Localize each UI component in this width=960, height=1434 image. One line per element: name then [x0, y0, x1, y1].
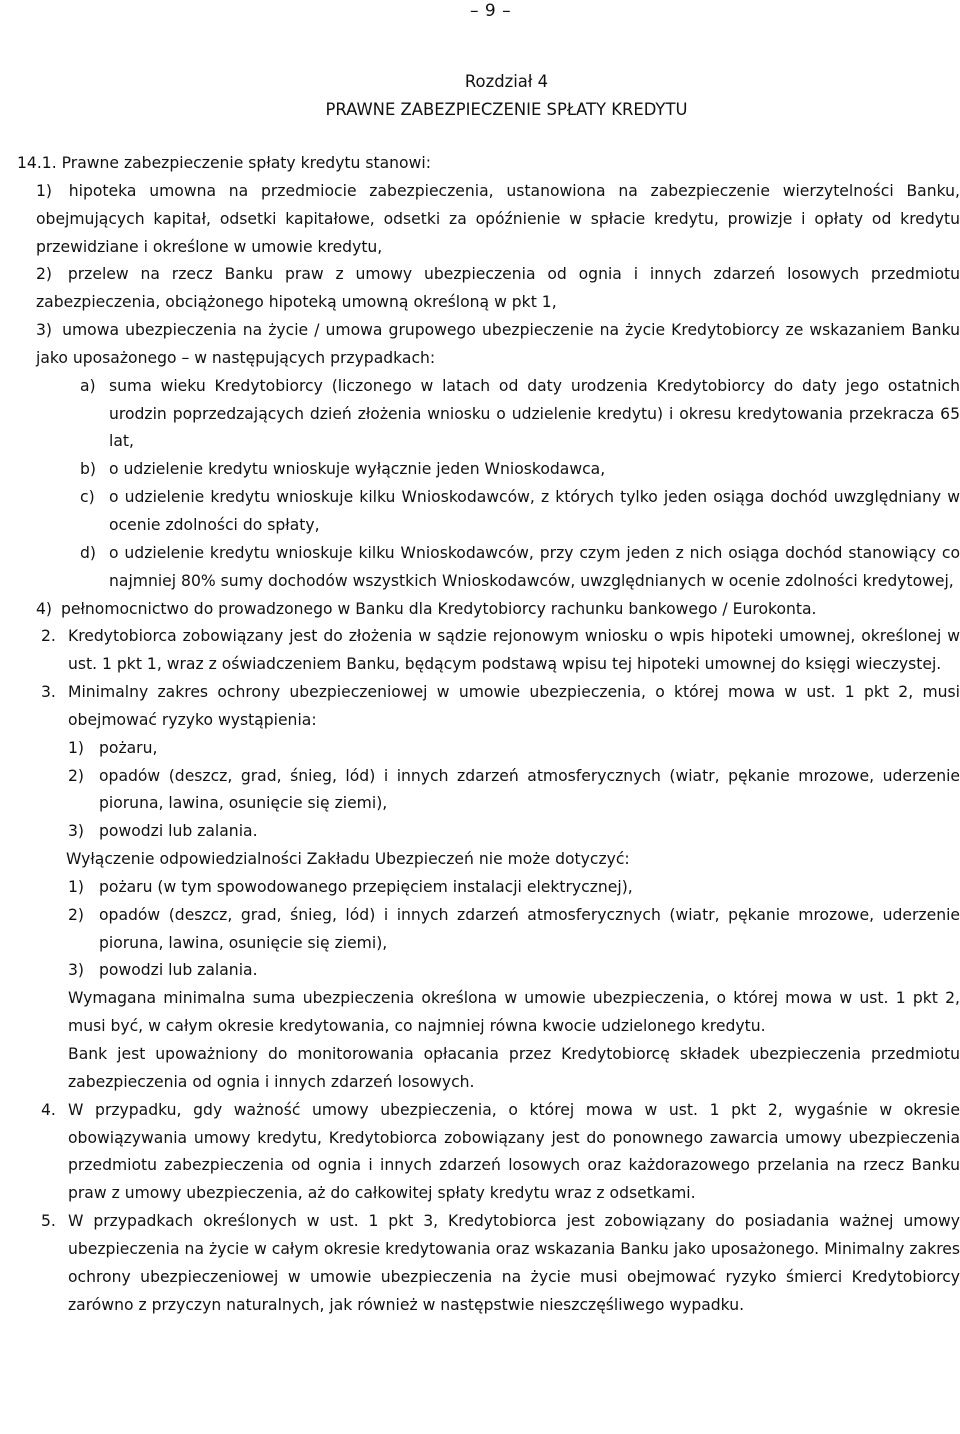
sub-text: o udzielenie kredytu wnioskuje kilku Wnioskodawców, z których tylko jeden osiąga dochód uwzględniany w ocenie zdolności do spłaty,	[109, 488, 960, 534]
section-number: 5.	[41, 1212, 56, 1231]
section-3	[0, 679, 960, 1097]
list-item-3	[36, 317, 960, 373]
section-number: 4.	[41, 1100, 56, 1119]
section-text: Minimalny zakres ochrony ubezpieczeniowej w umowie ubezpieczenia, o której mowa w ust. 1 pkt 2, musi obejmować ryzyko wystąpienia:	[68, 683, 960, 729]
list-item	[0, 178, 960, 262]
list-item-2	[36, 261, 960, 317]
list-item-4	[36, 596, 960, 624]
risk-text: powodzi lub zalania.	[99, 822, 258, 841]
risk-text: opadów (deszcz, grad, śnieg, lód) i innych zdarzeń atmosferycznych (wiatr, pękanie mrozowe, uderzenie pioruna, lawina, osunięcie się ziemi),	[99, 766, 960, 813]
exclusion-text: pożaru (w tym spowodowanego przepięciem instalacji elektrycznej),	[99, 877, 633, 896]
risk-item	[68, 818, 960, 846]
list-text: pełnomocnictwo do prowadzonego w Banku dla Kredytobiorcy rachunku bankowego / Eurokonta.	[60, 599, 817, 618]
list-marker: 3)	[36, 321, 53, 340]
exclusion-text: opadów (deszcz, grad, śnieg, lód) i innych zdarzeń atmosferycznych (wiatr, pękanie mrozowe, uderzenie pioruna, lawina, osunięcie się ziemi),	[99, 905, 960, 952]
exclusion-item	[68, 902, 960, 958]
risk-marker: 2)	[68, 766, 85, 785]
sub-text: o udzielenie kredytu wnioskuje wyłącznie jeden Wnioskodawca,	[109, 460, 606, 479]
list-marker: 1)	[36, 181, 53, 200]
risk-item	[68, 735, 960, 763]
chapter-heading	[0, 68, 960, 124]
exclusion-text: powodzi lub zalania.	[99, 961, 258, 980]
list-item-1	[36, 178, 960, 262]
list-marker: 2)	[36, 265, 53, 284]
section-14-1-intro	[0, 150, 960, 178]
sub-item-c	[55, 484, 960, 540]
monitoring-paragraph: Bank jest upoważniony do monitorowania opłacania przez Kredytobiorcę składek ubezpieczenia przedmiotu zabezpieczenia od ognia i innych zdarzeń losowych.	[68, 1045, 960, 1091]
list-text: hipoteka umowna na przedmiocie zabezpieczenia, ustanowiona na zabezpieczenie wierzytelności Banku, obejmujących kapitał, odsetki kapitałowe, odsetki za opóźnienie w spłacie kredytu, prowizje i opłaty od kredytu przewidziane i określone w umowie kredytu,	[36, 181, 960, 256]
sub-marker: a)	[80, 376, 96, 395]
exclusion-marker: 2)	[68, 905, 85, 924]
list-item	[0, 261, 960, 317]
list-text: umowa ubezpieczenia na życie / umowa grupowego ubezpieczenie na życie Kredytobiorcy ze wskazaniem Banku jako uposażonego – w następujących przypadkach:	[36, 321, 960, 367]
risk-marker: 1)	[68, 738, 85, 757]
sub-text: o udzielenie kredytu wnioskuje kilku Wnioskodawców, przy czym jeden z nich osiąga dochód stanowiący co najmniej 80% sumy dochodów wszystkich Wnioskodawców, uwzględnianych w ocenie zdolności kredytowej,	[109, 543, 960, 590]
section-number: 2.	[41, 627, 56, 646]
section-text: Kredytobiorca zobowiązany jest do złożenia w sądzie rejonowym wniosku o wpis hipoteki umownej, określonej w ust. 1 pkt 1, wraz z oświadczeniem Banku, będącym podstawą wpisu tej hipoteki umownej do księgi wieczystej.	[68, 627, 960, 674]
exclusion-marker: 3)	[68, 961, 85, 980]
section-5	[41, 1208, 960, 1319]
sub-item-b	[55, 456, 960, 484]
risk-item	[68, 763, 960, 819]
sub-item-a	[55, 373, 960, 457]
sub-item-d	[55, 540, 960, 596]
section-intro: Prawne zabezpieczenie spłaty kredytu stanowi:	[61, 154, 431, 172]
section-number: 14.1.	[17, 154, 57, 172]
document-body	[0, 150, 960, 1319]
list-item	[0, 317, 960, 595]
section-2	[41, 623, 960, 679]
section-text: W przypadkach określonych w ust. 1 pkt 3, Kredytobiorca jest zobowiązany do posiadania ważnej umowy ubezpieczenia na życie w całym okresie kredytowania oraz wskazania Banku jako uposażonego. Minimalny zakres ochrony ubezpieczeniowej w umowie ubezpieczenia na życie musi obejmować ryzyko śmierci Kredytobiorcy zarówno z przyczyn naturalnych, jak również w następstwie nieszczęśliwego wypadku.	[68, 1212, 960, 1314]
risk-marker: 3)	[68, 822, 85, 841]
minimum-sum-paragraph: Wymagana minimalna suma ubezpieczenia określona w umowie ubezpieczenia, o której mowa w ust. 1 pkt 2, musi być, w całym okresie kredytowania, co najmniej równa kwocie udzielonego kredytu.	[68, 989, 960, 1036]
sub-marker: b)	[80, 460, 96, 479]
section-text: W przypadku, gdy ważność umowy ubezpieczenia, o której mowa w ust. 1 pkt 2, wygaśnie w okresie obowiązywania umowy kredytu, Kredytobiorca zobowiązany jest do ponownego zawarcia umowy ubezpieczenia przedmiotu zabezpieczenia od ognia i innych zdarzeń losowych oraz każdorazowego przelania na rzecz Banku praw z umowy ubezpieczenia, aż do całkowitej spłaty kredytu wraz z odsetkami.	[68, 1100, 960, 1203]
section-number: 3.	[41, 683, 56, 702]
exclusion-item	[68, 874, 960, 902]
sub-text: suma wieku Kredytobiorcy (liczonego w latach od daty urodzenia Kredytobiorcy do daty jego ostatnich urodzin poprzedzających dzień złożenia wniosku o udzielenie kredytu) i okresu kredytowania przekracza 65 lat,	[109, 376, 960, 451]
sub-marker: c)	[80, 488, 95, 507]
chapter-title: Rozdział 4	[464, 72, 549, 91]
list-item	[0, 596, 960, 624]
list-text: przelew na rzecz Banku praw z umowy ubezpieczenia od ognia i innych zdarzeń losowych przedmiotu zabezpieczenia, obciążonego hipoteką umowną określoną w pkt 1,	[36, 265, 960, 312]
page-number: – 9 –	[470, 1, 512, 21]
chapter-subtitle: PRAWNE ZABEZPIECZENIE SPŁATY KREDYTU	[325, 100, 688, 119]
list-marker: 4)	[36, 599, 53, 618]
exclusion-item	[68, 957, 960, 985]
exclusion-marker: 1)	[68, 877, 85, 896]
section-4	[41, 1097, 960, 1208]
risk-text: pożaru,	[99, 738, 158, 757]
section-3-intro	[41, 679, 960, 735]
section-14-1	[0, 150, 960, 623]
sub-marker: d)	[80, 543, 96, 562]
exclusion-intro: Wyłączenie odpowiedzialności Zakładu Ubezpieczeń nie może dotyczyć:	[66, 850, 630, 869]
